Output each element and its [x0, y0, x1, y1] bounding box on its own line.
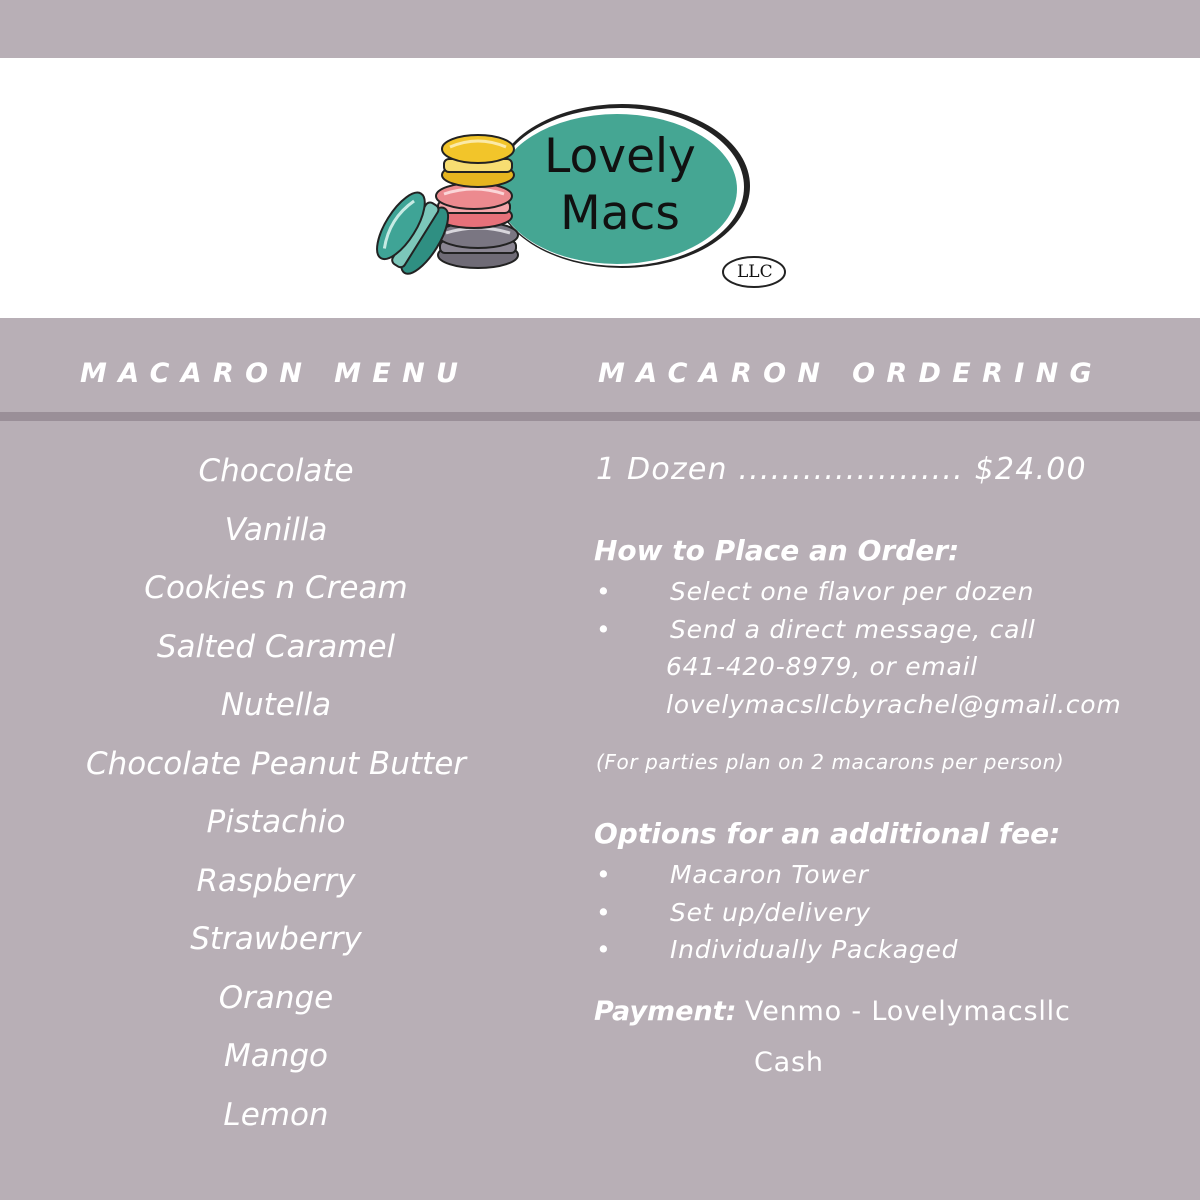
bullet-icon: •: [596, 577, 612, 606]
option-item: [594, 931, 958, 969]
divider-strip: [0, 412, 1200, 421]
logo-line-2: Macs: [560, 186, 680, 241]
yellow-macaron-icon: [442, 135, 514, 187]
flavor-item: Orange: [218, 979, 334, 1016]
how-to-order-text: Send a direct message, call: [670, 614, 1036, 644]
flavor-item: Strawberry: [190, 921, 362, 957]
option-text: Individually Packaged: [670, 935, 959, 964]
logo-llc: LLC: [737, 262, 773, 282]
price-line: 1 Dozen ..................... $24.00: [596, 452, 1087, 487]
flavor-item: Chocolate: [198, 453, 354, 489]
flavor-item: Vanilla: [224, 511, 328, 548]
bullet-icon: •: [596, 614, 612, 644]
menu-title: MACARON MENU: [80, 358, 470, 389]
option-text: Set up/delivery: [670, 897, 871, 927]
phone-line: 641-420-8979, or email: [666, 652, 978, 681]
bullet-icon: •: [596, 935, 612, 964]
ordering-title: MACARON ORDERING: [598, 358, 1104, 389]
bullet-icon: •: [596, 860, 612, 889]
flavor-item: Mango: [223, 1038, 329, 1074]
contact-block: [666, 648, 1121, 723]
payment-label: Payment:: [594, 996, 737, 1027]
payment-line: [594, 996, 1071, 1027]
options-heading: Options for an additional fee:: [594, 817, 1061, 850]
flavor-item: Raspberry: [196, 862, 356, 899]
flavor-item: Chocolate Peanut Butter: [85, 745, 467, 782]
how-to-order-list: [594, 573, 1036, 648]
email-line: lovelymacsllcbyrachel@gmail.com: [666, 689, 1122, 719]
flavor-item: Lemon: [223, 1096, 329, 1133]
payment-method: Cash: [754, 1047, 824, 1078]
how-to-order-text: Select one flavor per dozen: [670, 577, 1035, 606]
flavor-item: Nutella: [220, 687, 332, 723]
how-to-order-heading: How to Place an Order:: [594, 534, 960, 567]
option-item: [594, 894, 958, 932]
how-to-order-item: [594, 611, 1036, 649]
option-item: [594, 856, 958, 894]
party-note: (For parties plan on 2 macarons per person): [596, 750, 1065, 774]
how-to-order-item: [594, 573, 1036, 611]
logo-line-1: Lovely: [544, 129, 696, 184]
flavor-list: [0, 442, 552, 1144]
options-list: [594, 856, 958, 969]
flavor-item: Pistachio: [206, 804, 346, 840]
option-text: Macaron Tower: [670, 860, 869, 889]
flavor-item: Salted Caramel: [156, 628, 396, 665]
lovely-macs-logo: [360, 83, 800, 323]
payment-method: Venmo - Lovelymacsllc: [745, 996, 1071, 1027]
header-banner: [0, 58, 1200, 318]
bullet-icon: •: [596, 897, 612, 927]
flavor-item: Cookies n Cream: [144, 570, 408, 606]
